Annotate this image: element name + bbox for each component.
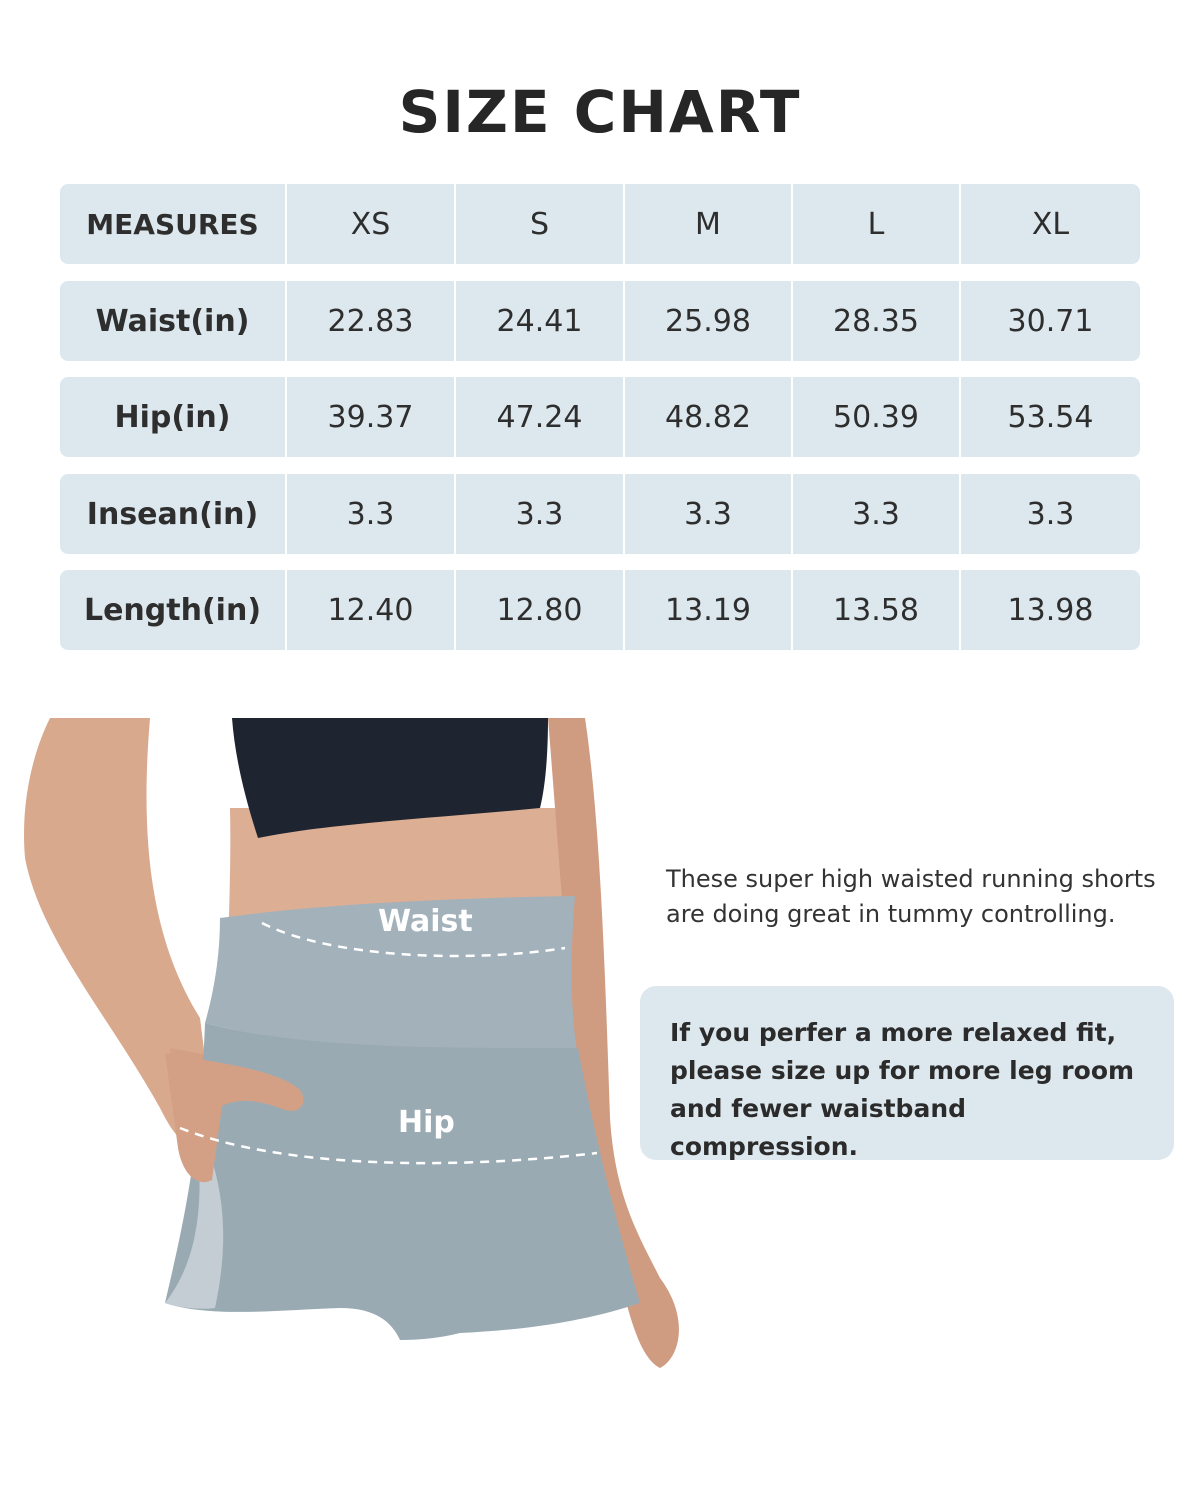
table-cell: 13.98 xyxy=(961,570,1140,650)
header-size-m: M xyxy=(625,184,791,264)
model-photo xyxy=(0,718,700,1438)
fit-note-text: If you perfer a more relaxed fit, please size up for more leg room and fewer waistband compression. xyxy=(670,1018,1135,1161)
table-cell: 50.39 xyxy=(793,377,959,457)
header-measures: MEASURES xyxy=(60,184,285,264)
table-cell: 30.71 xyxy=(961,281,1140,361)
header-size-s: S xyxy=(456,184,623,264)
table-cell: 12.40 xyxy=(287,570,454,650)
header-size-xl: XL xyxy=(961,184,1140,264)
table-cell: 13.19 xyxy=(625,570,791,650)
description-text: These super high waisted running shorts are doing great in tummy controlling. xyxy=(666,865,1156,928)
size-table-header xyxy=(60,184,1140,264)
table-cell: 3.3 xyxy=(625,474,791,554)
header-size-l: L xyxy=(793,184,959,264)
table-cell: 13.58 xyxy=(793,570,959,650)
table-row-inseam xyxy=(60,474,1140,554)
table-cell: 12.80 xyxy=(456,570,623,650)
table-row-waist xyxy=(60,281,1140,361)
row-label: Waist(in) xyxy=(60,281,285,361)
table-cell: 22.83 xyxy=(287,281,454,361)
table-cell: 24.41 xyxy=(456,281,623,361)
fit-note xyxy=(640,986,1174,1160)
page-title: SIZE CHART xyxy=(398,78,802,146)
table-cell: 28.35 xyxy=(793,281,959,361)
table-row-length xyxy=(60,570,1140,650)
table-row-hip xyxy=(60,377,1140,457)
table-cell: 39.37 xyxy=(287,377,454,457)
row-label: Hip(in) xyxy=(60,377,285,457)
table-cell: 3.3 xyxy=(793,474,959,554)
table-cell: 53.54 xyxy=(961,377,1140,457)
table-cell: 3.3 xyxy=(456,474,623,554)
hip-label: Hip xyxy=(398,1105,455,1140)
row-label: Insean(in) xyxy=(60,474,285,554)
waist-label: Waist xyxy=(378,904,473,939)
table-cell: 25.98 xyxy=(625,281,791,361)
table-cell: 3.3 xyxy=(287,474,454,554)
header-size-xs: XS xyxy=(287,184,454,264)
row-label: Length(in) xyxy=(60,570,285,650)
table-cell: 48.82 xyxy=(625,377,791,457)
table-cell: 47.24 xyxy=(456,377,623,457)
table-cell: 3.3 xyxy=(961,474,1140,554)
